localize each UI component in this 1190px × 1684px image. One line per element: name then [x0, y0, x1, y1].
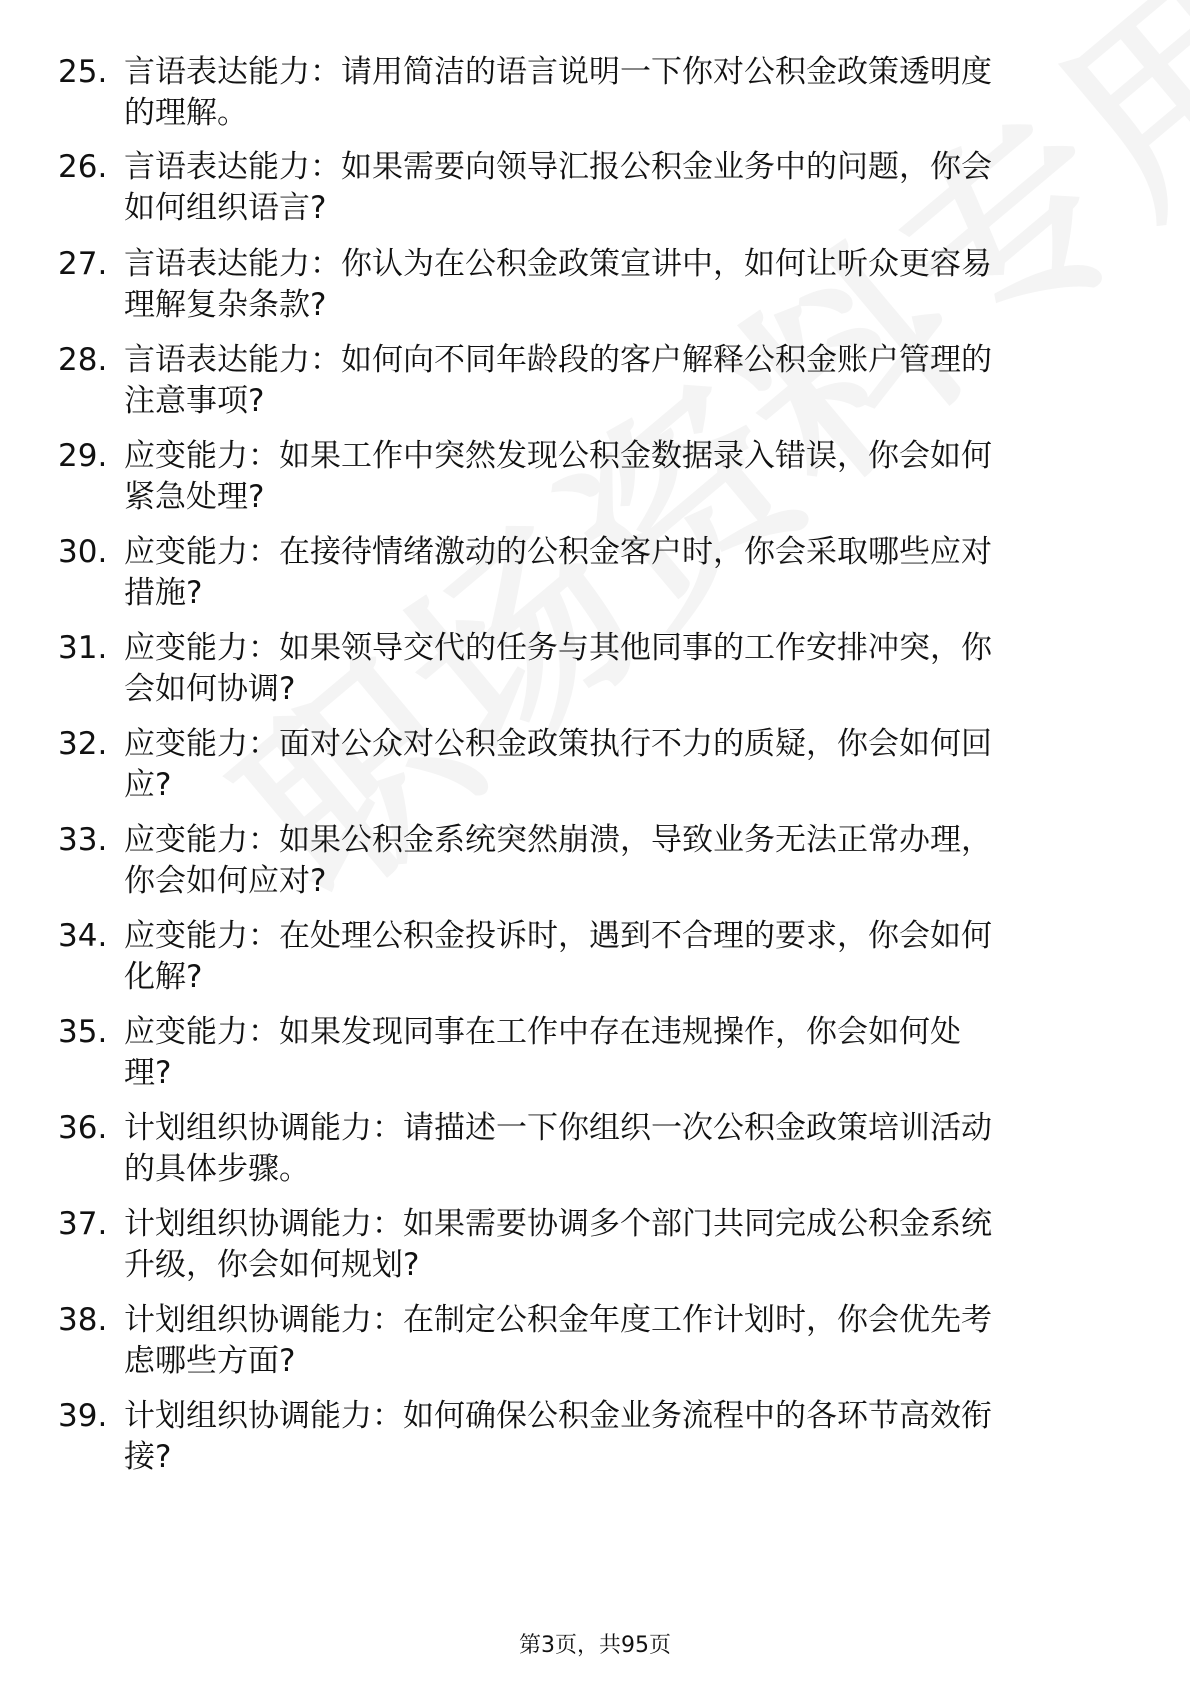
question-number: 38. — [58, 1302, 108, 1338]
question-line: 计划组织协调能力：在制定公积金年度工作计划时，你会优先考 — [124, 1302, 992, 1338]
question-line: 你会如何应对? — [124, 863, 327, 899]
question-line: 言语表达能力：如何向不同年龄段的客户解释公积金账户管理的 — [124, 342, 992, 378]
question-line: 言语表达能力：请用简洁的语言说明一下你对公积金政策透明度 — [124, 54, 992, 90]
question-item — [0, 916, 1190, 1016]
question-line: 理? — [124, 1055, 172, 1091]
question-text — [124, 52, 1112, 134]
question-text — [124, 532, 1112, 614]
question-line: 措施? — [124, 575, 203, 611]
question-text — [124, 628, 1112, 710]
question-text — [124, 1012, 1112, 1094]
question-line: 应变能力：如果工作中突然发现公积金数据录入错误，你会如何 — [124, 438, 992, 474]
question-text — [124, 147, 1112, 229]
question-line: 的具体步骤。 — [124, 1151, 310, 1187]
question-line: 应变能力：在接待情绪激动的公积金客户时，你会采取哪些应对 — [124, 534, 992, 570]
question-text — [124, 820, 1112, 902]
question-line: 计划组织协调能力：如果需要协调多个部门共同完成公积金系统 — [124, 1206, 992, 1242]
question-line: 如何组织语言? — [124, 190, 327, 226]
question-item — [0, 1012, 1190, 1112]
question-line: 言语表达能力：你认为在公积金政策宣讲中，如何让听众更容易 — [124, 246, 992, 282]
question-line: 化解? — [124, 959, 203, 995]
question-text — [124, 1396, 1112, 1478]
question-text — [124, 1108, 1112, 1190]
question-item — [0, 1396, 1190, 1496]
question-line: 应变能力：如果领导交代的任务与其他同事的工作安排冲突，你 — [124, 630, 992, 666]
question-line: 计划组织协调能力：请描述一下你组织一次公积金政策培训活动 — [124, 1110, 992, 1146]
page-footer: 第3页，共95页 — [519, 1633, 671, 1658]
question-number: 34. — [58, 918, 108, 954]
question-line: 接? — [124, 1439, 172, 1475]
question-text — [124, 1204, 1112, 1286]
question-line: 的理解。 — [124, 95, 248, 131]
question-line: 升级，你会如何规划? — [124, 1247, 420, 1283]
question-line: 应变能力：如果公积金系统突然崩溃，导致业务无法正常办理， — [124, 822, 992, 858]
question-item — [0, 724, 1190, 824]
question-line: 应变能力：在处理公积金投诉时，遇到不合理的要求，你会如何 — [124, 918, 992, 954]
question-line: 理解复杂条款? — [124, 287, 327, 323]
question-item — [0, 244, 1190, 344]
question-number: 29. — [58, 438, 108, 474]
question-text — [124, 340, 1112, 422]
question-item — [0, 1300, 1190, 1400]
question-number: 35. — [58, 1014, 108, 1050]
question-item — [0, 1108, 1190, 1208]
question-line: 应? — [124, 767, 172, 803]
question-text — [124, 916, 1112, 998]
question-number: 25. — [58, 54, 108, 90]
question-line: 虑哪些方面? — [124, 1343, 296, 1379]
question-number: 33. — [58, 822, 108, 858]
question-line: 言语表达能力：如果需要向领导汇报公积金业务中的问题，你会 — [124, 149, 992, 185]
question-line: 注意事项? — [124, 383, 265, 419]
question-item — [0, 820, 1190, 920]
question-line: 会如何协调? — [124, 671, 296, 707]
question-number: 28. — [58, 342, 108, 378]
question-item — [0, 1204, 1190, 1304]
question-line: 紧急处理? — [124, 479, 265, 515]
question-text — [124, 724, 1112, 806]
question-text — [124, 436, 1112, 518]
question-number: 31. — [58, 630, 108, 666]
question-number: 26. — [58, 149, 108, 185]
question-item — [0, 532, 1190, 632]
question-item — [0, 628, 1190, 728]
question-number: 32. — [58, 726, 108, 762]
question-number: 39. — [58, 1398, 108, 1434]
question-line: 应变能力：面对公众对公积金政策执行不力的质疑，你会如何回 — [124, 726, 992, 762]
question-text — [124, 1300, 1112, 1382]
question-item — [0, 52, 1190, 152]
question-line: 计划组织协调能力：如何确保公积金业务流程中的各环节高效衔 — [124, 1398, 992, 1434]
question-item — [0, 340, 1190, 440]
question-line: 应变能力：如果发现同事在工作中存在违规操作，你会如何处 — [124, 1014, 961, 1050]
question-number: 27. — [58, 246, 108, 282]
question-number: 37. — [58, 1206, 108, 1242]
question-text — [124, 244, 1112, 326]
question-item — [0, 147, 1190, 247]
question-number: 30. — [58, 534, 108, 570]
question-number: 36. — [58, 1110, 108, 1146]
question-item — [0, 436, 1190, 536]
